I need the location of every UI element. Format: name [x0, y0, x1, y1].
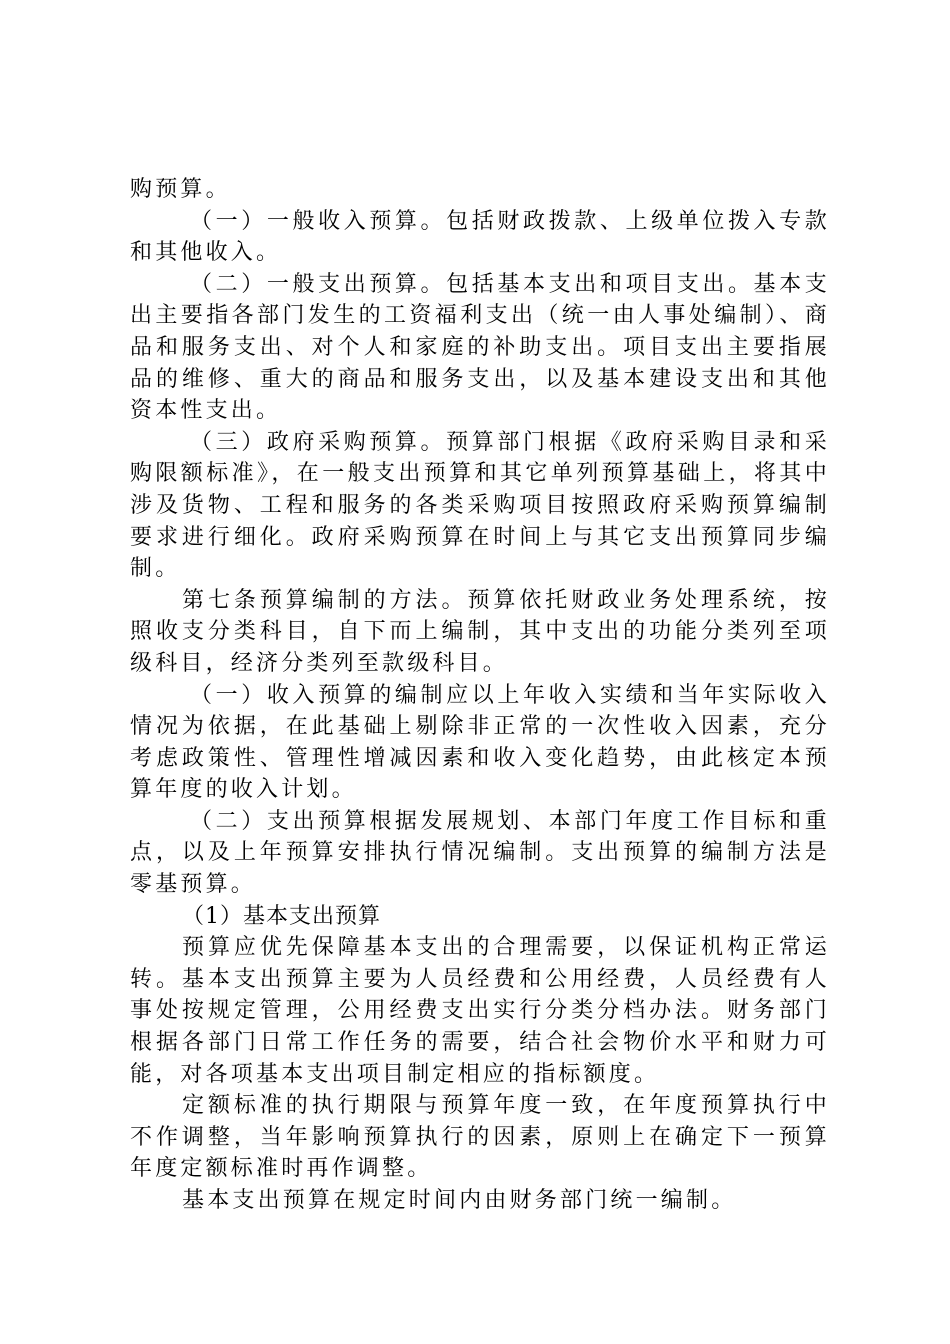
paragraph-article-seven: 第七条预算编制的方法。预算依托财政业务处理系统，按照收支分类科目，自下而上编制，其中支出的功能分类列至项级科目，经济分类列至款级科目。	[130, 587, 830, 676]
paragraph-government-procurement-budget: （三）政府采购预算。预算部门根据《政府采购目录和采购限额标准》，在一般支出预算和其它单列预算基础上，将其中涉及货物、工程和服务的各类采购项目按照政府采购预算编制要求进行细化。政府采购预算在时间上与其它支出预算同步编制。	[130, 429, 830, 582]
document-body	[130, 174, 830, 1217]
paragraph-expenditure-budget-method: （二）支出预算根据发展规划、本部门年度工作目标和重点，以及上年预算安排执行情况编制。支出预算的编制方法是零基预算。	[130, 808, 830, 898]
paragraph-basic-expenditure-compilation: 基本支出预算在规定时间内由财务部门统一编制。	[182, 1188, 737, 1213]
paragraph-general-expenditure-budget: （二）一般支出预算。包括基本支出和项目支出。基本支出主要指各部门发生的工资福利支出（统一由人事处编制）、商品和服务支出、对个人和家庭的补助支出。项目支出主要指展品的维修、重大的商品和服务支出，以及基本建设支出和其他资本性支出。	[130, 271, 830, 424]
paragraph-quota-standard: 定额标准的执行期限与预算年度一致，在年度预算执行中不作调整，当年影响预算执行的因素，原则上在确定下一预算年度定额标准时再作调整。	[130, 1093, 830, 1182]
subheading-basic-expenditure: （1）基本支出预算	[182, 903, 381, 929]
paragraph-basic-expenditure-priority: 预算应优先保障基本支出的合理需要，以保证机构正常运转。基本支出预算主要为人员经费和公用经费，人员经费有人事处按规定管理，公用经费支出实行分类分档办法。财务部门根据各部门日常工作任务的需要，结合社会物价水平和财力可能，对各项基本支出项目制定相应的指标额度。	[130, 935, 830, 1087]
paragraph-income-budget-method: （一）收入预算的编制应以上年收入实绩和当年实际收入情况为依据，在此基础上剔除非正常的一次性收入因素，充分考虑政策性、管理性增减因素和收入变化趋势，由此核定本预算年度的收入计划。	[130, 682, 830, 803]
paragraph-continuation: 购预算。	[130, 177, 231, 202]
paragraph-general-income-budget: （一）一般收入预算。包括财政拨款、上级单位拨入专款和其他收入。	[130, 208, 830, 266]
